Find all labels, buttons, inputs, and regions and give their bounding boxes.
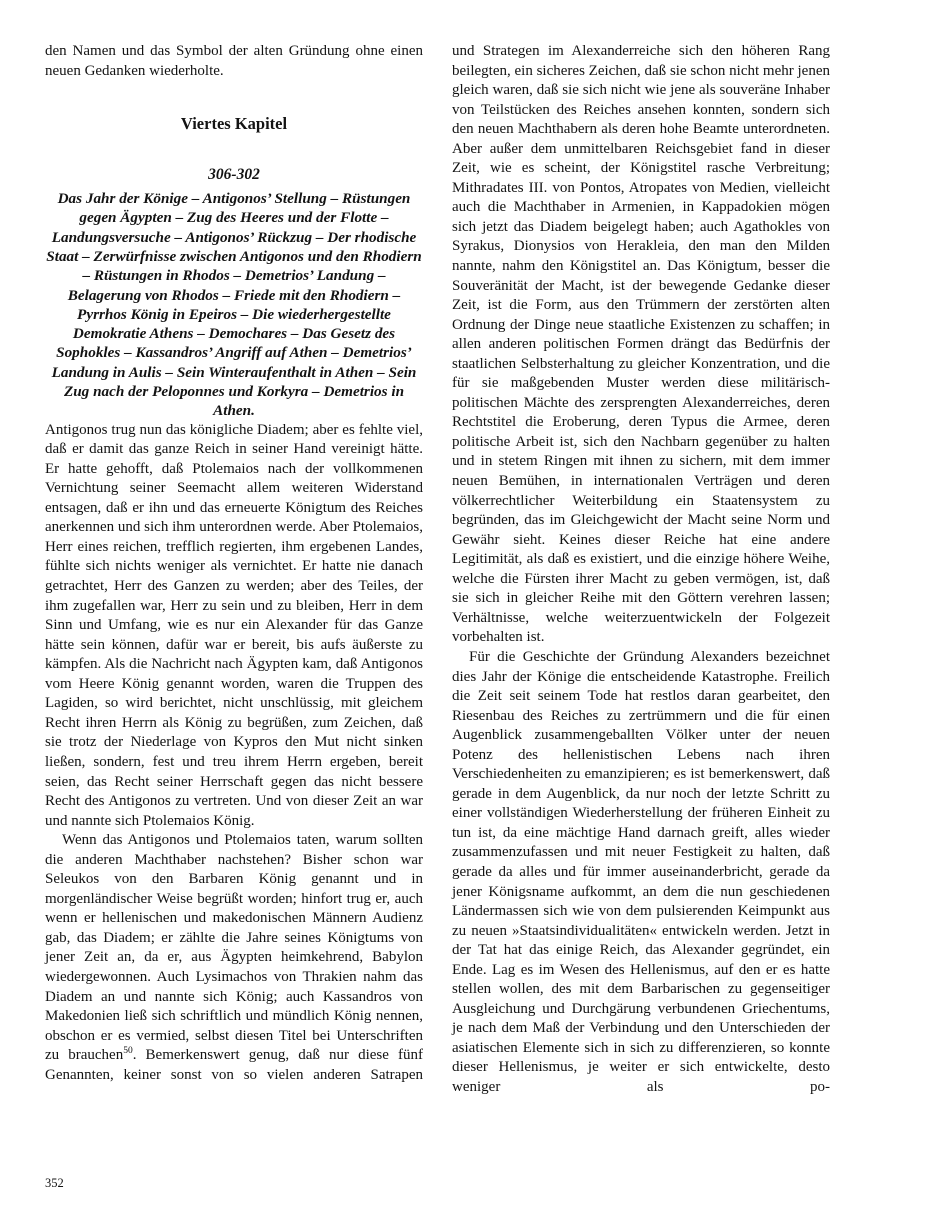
paragraph-text: Wenn das Antigonos und Ptolemaios taten, warum sollten die anderen Machthaber nachstehen? Bisher schon war Seleukos von den Barbaren König genannt und in morgenländischer Weise begrüßt worden; hinfort trug er, auch wenn er hellenischen und makedonischen Männern Audienz gab, das Diadem; er zählte die Jahre seines Königtums von jener Zeit an, da er, aus Ägypten heimkehrend, Babylon wiedergewonnen. Auch Lysimachos von Thrakien nahm das Diadem an und nannte sich König; auch Kassandros von Makedonien ließ sich schriftlich und mündlich König nennen, obschon er es vermied, selbst diesen Titel bei Unterschriften zu brauchen (45, 832, 423, 1064)
chapter-title: Viertes Kapitel (180, 114, 288, 134)
right-column (452, 42, 830, 1098)
chapter-summary: Das Jahr der Könige – Antigonos’ Stellung – Rüstungen gegen Ägypten – Zug des Heeres und der Flotte – Landungsversuche – Antigonos’ Rückzug – Der rhodische Staat – Zerwürfnisse zwischen Antigonos und den Rhodiern – Rüstungen in Rhodos – Demetrios’ Landung – Belagerung von Rhodos – Friede mit den Rhodiern – Pyrrhos König in Epeiros – Die wiederhergestellte Demokratie Athens – Demochares – Das Gesetz des Sophokles – Kassandros’ Angriff auf Athen – Demetrios’ Landung in Aulis – Sein Winteraufenthalt in Athen – Sein Zug nach der Peloponnes und Korkyra – Demetrios in Athen. (46, 190, 422, 420)
left-column (45, 42, 423, 1098)
body-paragraph: Antigonos trug nun das königliche Diadem; aber es fehlte viel, daß er damit das ganze Reich in seiner Hand vereinigt hätte. Er hatte gehofft, daß Ptolemaios nach der vollkommenen Vernichtung seiner Seemacht allem weiteren Widerstand entsagen, daß er ihn und das erneuerte Königtum des Reiches anerkennen und sich ihm unterordnen werde. Aber Ptolemaios, Herr eines reichen, trefflich regierten, ihm ergebenen Landes, fühlte sich nichts weniger als vernichtet. Er hatte nie danach getrachtet, Herr des Ganzen zu werden; aber des Teiles, der ihm zugefallen war, Herr zu sein und zu bleiben, Herr in dem Sinn und Umfang, wie es nur ein Alexander für das Ganze hätte sein können, dafür war er bereit, bis aufs äußerste zu kämpfen. Als die Nachricht nach Ägypten kam, daß Antigonos vom Heere König genannt worden, waren die Truppen des Lagiden, so wird berichtet, nicht unschlüssig, mit gleichem Recht ihren Herrn als König zu begrüßen, zum Zeichen, daß sie trotz der Niederlage von Kypros den Mut nicht sinken ließen, sondern, fest und treu ihrem Herrn ergeben, bereit seien, das Recht seiner Herrschaft gegen das nicht bessere Recht des Antigonos zu vertreten. Und von dieser Zeit an war und nannte sich Ptolemaios König. (45, 421, 423, 829)
footnote-reference: 50 (123, 1046, 133, 1057)
body-paragraph: Für die Geschichte der Gründung Alexanders bezeichnet dies Jahr der Könige die entscheidende Katastrophe. Freilich die Zeit seit seinem Tode hat restlos daran gearbeitet, den Riesenbau des Reiches zu zertrümmern und die für einen Augenblick zusammengeballten Völker unter der neuen Potenz des hellenistischen Lebens nach ihren Verschiedenheiten zu emanzipieren; es ist bemerkenswert, daß gerade in dem Augenblick, da nur noch der letzte Schritt zu einer vollständigen Wiederherstellung der früheren Einheit zu tun ist, da eine mächtige Hand darnach greift, alles wieder zusammenzufassen und mit neuer Festigkeit zu halten, daß gerade da alles und für immer auseinanderbricht, gerade da jener Königsname aufkommt, an dem die nun geschiedenen Ländermassen sich wie von dem pulsierenden Keimpunkt aus zu neuen »Staatsindividualitäten« entwickeln werden. Jetzt in der Tat hat das einige Reich, das Alexander gegründet, ein Ende. Lag es im Wesen des Hellenismus, auf den er es hatte stellen wollen, des mit dem Barbarischen zu gegenseitiger Ausgleichung und Durchgärung verbundenen Griechentums, je nach dem Maß der Verbindung und den Unterschieden der asiatischen Elemente sich in sich zu differenzieren, so konnte dieser Hellenismus, je weiter er sich entwickelte, desto weniger als po- (452, 648, 830, 1095)
page-number: 352 (45, 1176, 64, 1190)
body-paragraph (45, 831, 423, 1085)
chapter-years: 306-302 (208, 165, 260, 183)
body-paragraph: und Strategen im Alexanderreiche sich den höheren Rang beilegten, ein sicheres Zeichen, daß sie schon nicht mehr jenen gleich waren, daß sie sich nicht wie jene als souveräne Inhaber von Teilstücken des Reiches ansehen konnten, sondern sich den neuen Machthabern als deren hohe Beamte unterordneten. Aber außer dem unmittelbaren Reichsgebiet fand in dieser Zeit, wie es scheint, der Königstitel rasche Verbreitung; Mithradates III. von Pontos, Atropates von Medien, vielleicht auch die Machthaber in Armenien, in Kappadokien mögen sich jetzt das Diadem beigelegt haben; auch Agathokles von Syrakus, Dionysios von Herakleia, den man den Milden nannte, nahm den Königstitel an. Das Königtum, besser die Souveränität der Macht, ist der bewegende Gedanke dieser Zeit, ist die Form, aus den Trümmern der zerstörten alten Ordnung der Dinge neue staatliche Existenzen zu schaffen; in allen anderen politischen Formen drängt das Bedürfnis der staatlichen Selbsterhaltung zu gleicher Konzentration, und die für sie maßgebenden Muster werden diese militärisch-politischen Mächte des zersprengten Alexanderreiches, deren Rechtstitel die Eroberung, deren Typus die Armee, deren politische Arbeit ist, sich den Nachbarn gegenüber zu halten und in stetem Ringen mit ihnen zu sichern, mit dem immer neuen Bemühen, in internationalen Verträgen und deren völkerrechtlicher Weiterbildung ein Staatensystem zu begründen, das im Gleichgewicht der Macht seine Norm und Gewähr sieht. Keines dieser Reiche hat eine andere Legitimität, als daß es existiert, und die einzige höhere Weihe, welche die Fürsten ihrer Macht zu geben vermögen, ist, daß sie sich in gleicher Reihe mit den Göttern verehren lassen; Verhältnisse, welche weiterzuentwickeln der Folgezeit vorbehalten ist. (452, 43, 830, 646)
continuation-text: den Namen und das Symbol der alten Gründung ohne einen neuen Gedanken wiederholte. (45, 43, 423, 79)
paragraph-text: . Bemerkenswert genug, daß nur diese fünf Genannten, keiner sonst von so vielen anderen Satrapen (45, 1047, 423, 1083)
